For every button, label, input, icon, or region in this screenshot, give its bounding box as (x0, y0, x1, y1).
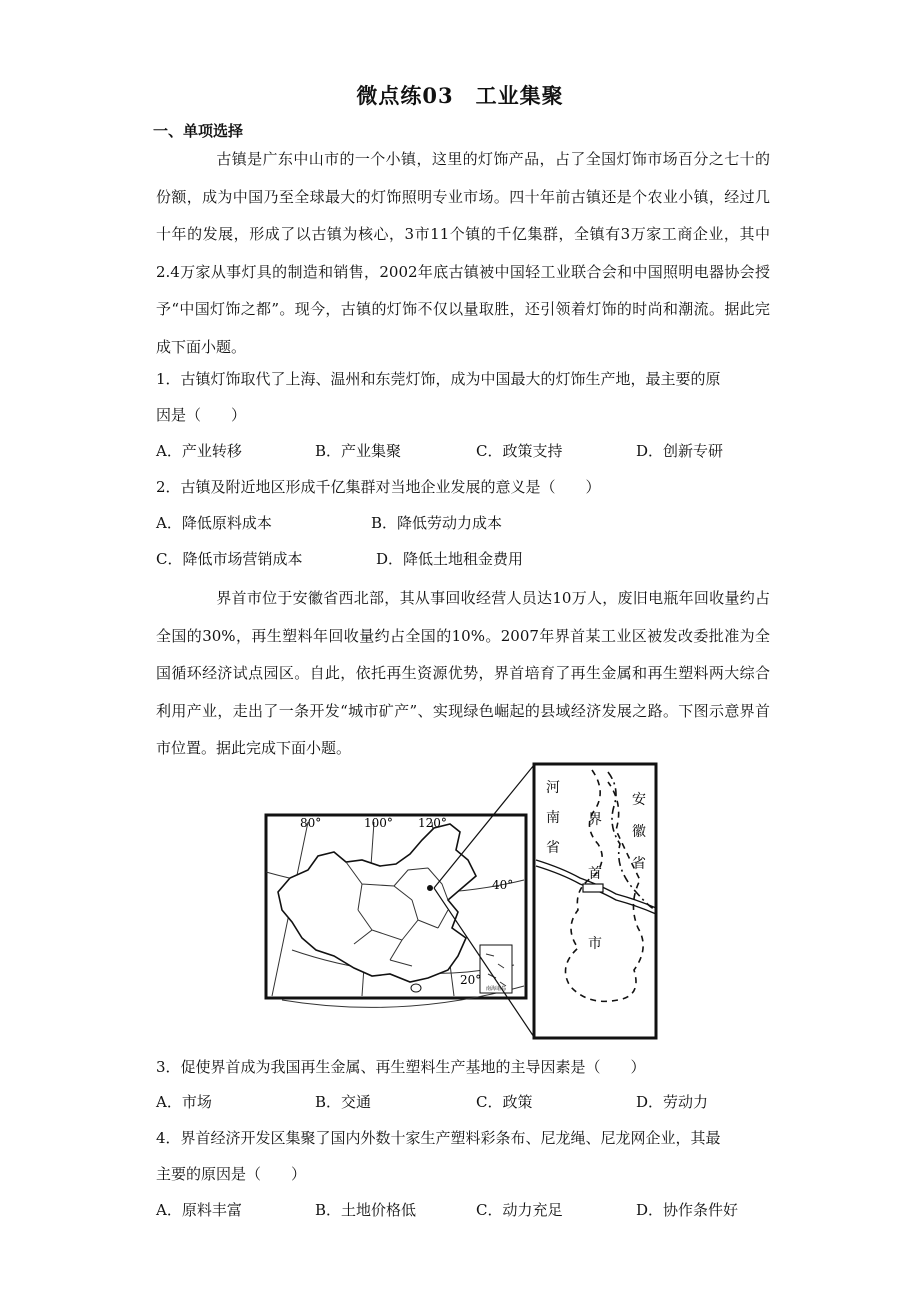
title-part2: 工业集聚 (475, 83, 564, 108)
location-map-figure (262, 760, 662, 1040)
q1-option-a: A．产业转移 (156, 442, 242, 460)
lon-label-80: 80° (300, 816, 322, 830)
q1-option-b: B．产业集聚 (315, 442, 402, 460)
detail-henan-2: 南 (546, 810, 560, 826)
detail-anhui-3: 省 (632, 856, 646, 872)
q1-option-c: C．政策支持 (476, 442, 563, 460)
q2-option-d: D．降低土地租金费用 (376, 550, 524, 568)
passage-1 (156, 141, 770, 366)
lat-label-20: 20° (460, 973, 482, 987)
detail-jieshou-3: 市 (588, 936, 602, 952)
detail-henan-3: 省 (546, 840, 560, 856)
detail-anhui-1: 安 (632, 792, 646, 808)
q2-option-a: A．降低原料成本 (156, 514, 272, 532)
lon-label-100: 100° (364, 816, 393, 830)
lat-label-40: 40° (492, 878, 514, 892)
location-map-svg (262, 760, 662, 1040)
q4-option-b: B．土地价格低 (315, 1201, 417, 1219)
page-title (0, 80, 920, 110)
q3-option-b: B．交通 (315, 1093, 372, 1111)
q4-stem-line2: 主要的原因是（ ） (156, 1165, 307, 1183)
passage-2-text: 界首市位于安徽省西北部，其从事回收经营人员达10万人，废旧电瓶年回收量约占全国的30%，再生塑料年回收量约占全国的10%。2007年界首某工业区被发改委批准为全国循环经济试点园区。自此，依托再生资源优势，界首培育了再生金属和再生塑料两大综合利用产业，走出了一条开发“城市矿产”、实现绿色崛起的县域经济发展之路。下图示意界首市位置。据此完成下面小题。 (156, 589, 770, 757)
q3-option-a: A．市场 (156, 1093, 212, 1111)
q4-option-a: A．原料丰富 (156, 1201, 242, 1219)
q2-option-c: C．降低市场营销成本 (156, 550, 303, 568)
hainan-island (411, 984, 421, 992)
jieshou-city-marker (583, 884, 603, 892)
title-part1: 微点练03 (356, 83, 454, 108)
lon-label-120: 120° (418, 816, 447, 830)
passage-2 (156, 580, 770, 768)
q3-option-c: C．政策 (476, 1093, 533, 1111)
q2-stem: 2．古镇及附近地区形成千亿集群对当地企业发展的意义是（ ） (156, 478, 601, 496)
q1-option-d: D．创新专研 (636, 442, 724, 460)
q4-option-c: C．动力充足 (476, 1201, 563, 1219)
detail-jieshou-1: 界 (588, 812, 602, 828)
passage-1-text: 古镇是广东中山市的一个小镇，这里的灯饰产品，占了全国灯饰市场百分之七十的份额，成为中国乃至全球最大的灯饰照明专业市场。四十年前古镇还是个农业小镇，经过几十年的发展，形成了以古镇为核心，3市11个镇的千亿集群，全镇有3万家工商企业，其中2.4万家从事灯具的制造和销售，2002年底古镇被中国轻工业联合会和中国照明电器协会授予“中国灯饰之都”。现今，古镇的灯饰不仅以量取胜，还引领着灯饰的时尚和潮流。据此完成下面小题。 (156, 150, 770, 356)
q1-stem-line2: 因是（ ） (156, 406, 247, 424)
q4-option-d: D．协作条件好 (636, 1201, 739, 1219)
detail-henan-1: 河 (546, 780, 560, 796)
q2-option-b: B．降低劳动力成本 (371, 514, 503, 532)
section-heading: 一、单项选择 (153, 122, 244, 140)
detail-anhui-2: 徽 (632, 824, 646, 840)
q3-stem: 3．促使界首成为我国再生金属、再生塑料生产基地的主导因素是（ ） (156, 1058, 646, 1076)
jieshou-marker (427, 885, 433, 891)
inset-label: 南海诸岛 (485, 986, 507, 992)
q4-stem-line1: 4．界首经济开发区集聚了国内外数十家生产塑料彩条布、尼龙绳、尼龙网企业，其最 (156, 1129, 721, 1147)
q1-stem-line1: 1．古镇灯饰取代了上海、温州和东莞灯饰，成为中国最大的灯饰生产地，最主要的原 (156, 370, 721, 388)
detail-jieshou-2: 首 (588, 866, 602, 882)
q3-option-d: D．劳动力 (636, 1093, 709, 1111)
